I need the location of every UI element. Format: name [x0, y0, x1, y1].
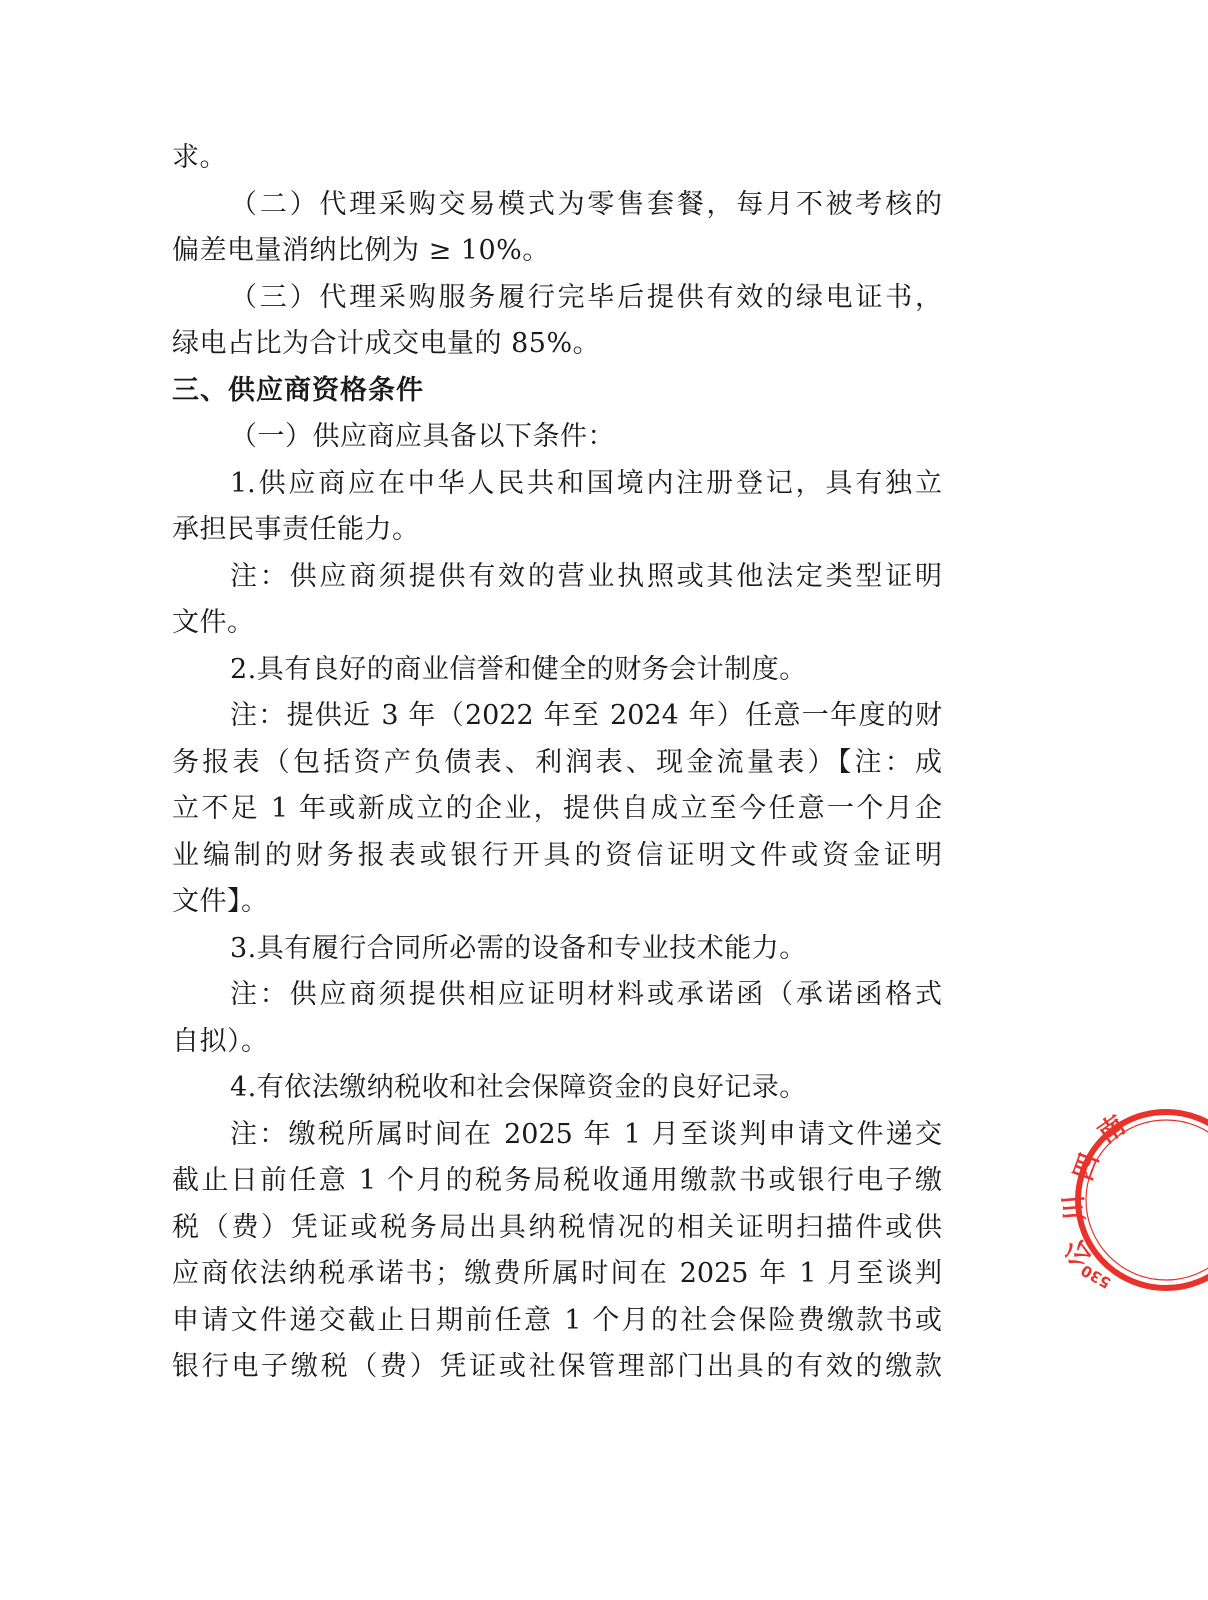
- official-seal-stamp-icon: [1058, 1102, 1208, 1298]
- text-line: 3.具有履行合同所必需的设备和专业技术能力。: [230, 932, 807, 964]
- text-line: 截止日前任意 1 个月的税务局税收通用缴款书或银行电子缴: [172, 1165, 942, 1196]
- svg-text:川: 川: [1058, 1193, 1091, 1223]
- text-line: （一）供应商应具备以下条件：: [230, 421, 615, 452]
- document-body: [172, 135, 942, 1391]
- text-line: 2.具有良好的商业信誉和健全的财务会计制度。: [230, 653, 807, 685]
- text-line: （三）代理采购服务履行完毕后提供有效的绿电证书，: [230, 281, 942, 313]
- text-line: 税（费）凭证或税务局出具纳税情况的相关证明扫描件或供: [172, 1211, 942, 1243]
- text-line: 自拟）。: [172, 1025, 269, 1057]
- text-line: 文件】。: [172, 886, 269, 917]
- section-heading: 三、供应商资格条件: [172, 374, 424, 406]
- text-line: 应商依法纳税承诺书；缴费所属时间在 2025 年 1 月至谈判: [172, 1258, 942, 1289]
- text-line: 求。: [172, 142, 227, 173]
- text-line: 业编制的财务报表或银行开具的资信证明文件或资金证明: [172, 839, 942, 871]
- text-line: 注：缴税所属时间在 2025 年 1 月至谈判申请文件递交: [230, 1118, 942, 1150]
- text-line: 承担民事责任能力。: [172, 514, 420, 545]
- text-line: 务报表（包括资产负债表、利润表、现金流量表）【注：成: [172, 746, 942, 778]
- text-line: 1.供应商应在中华人民共和国境内注册登记，具有独立: [230, 467, 942, 499]
- text-line: 注：供应商须提供相应证明材料或承诺函（承诺函格式: [230, 979, 942, 1010]
- text-line: 偏差电量消纳比例为 ≥ 10%。: [172, 235, 550, 266]
- text-line: 文件。: [172, 607, 255, 638]
- svg-text:四: 四: [1068, 1149, 1106, 1185]
- text-line: 注：提供近 3 年（2022 年至 2024 年）任意一年度的财: [230, 700, 942, 731]
- text-line: 申请文件递交截止日期前任意 1 个月的社会保险费缴款书或: [172, 1304, 942, 1336]
- text-line: 注：供应商须提供有效的营业执照或其他法定类型证明: [230, 560, 942, 592]
- text-line: 绿电占比为合计成交电量的 85%。: [172, 328, 601, 359]
- svg-text:530: 530: [1077, 1260, 1114, 1293]
- text-line: 银行电子缴税（费）凭证或社保管理部门出具的有效的缴款: [172, 1351, 942, 1382]
- svg-text:南: 南: [1092, 1110, 1132, 1150]
- text-line: （二）代理采购交易模式为零售套餐，每月不被考核的: [230, 188, 942, 220]
- svg-text:公: 公: [1059, 1233, 1099, 1272]
- text-line: 4.有依法缴纳税收和社会保障资金的良好记录。: [230, 1072, 807, 1103]
- text-line: 立不足 1 年或新成立的企业，提供自成立至今任意一个月企: [172, 793, 942, 824]
